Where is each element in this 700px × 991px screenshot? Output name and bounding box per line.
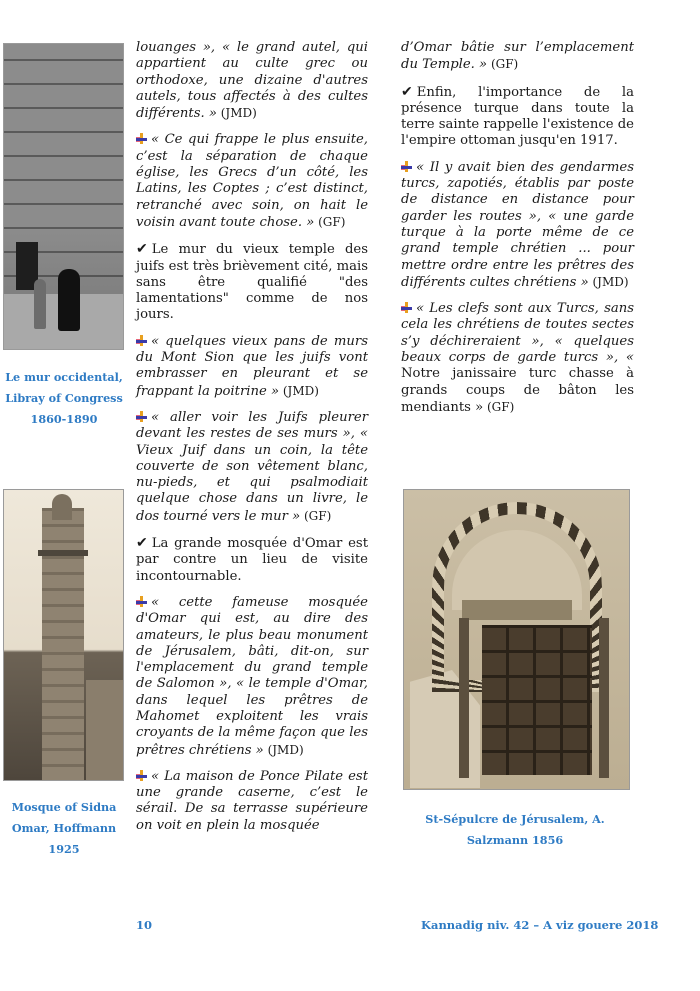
paragraph <box>401 160 634 291</box>
quote-text: « cette fameuse mosquée d'Omar qui est, au dire des amateurs, le plus beau monument de Jérusalem, bâti, dit-on, sur l'emplacement du grand temple de Salomon », « le temple d'Omar, dans lequel les prêtres de Mahomet exploitent les vrais croyants de la même façon que les prêtres chrétiens » <box>136 594 368 758</box>
photo-detail-minaret-top <box>52 494 72 520</box>
quote-text: d’Omar bâtie sur l’emplacement du Temple. » <box>401 40 634 73</box>
photo-detail-lintel <box>462 600 572 620</box>
photo-western-wall <box>3 43 124 350</box>
paragraph <box>136 132 368 231</box>
caption-st-sepulcre <box>395 809 635 851</box>
body-text: Le mur du vieux temple des juifs est très brièvement cité, mais sans être qualifié "des lamentations" comme de nos jours. <box>136 242 368 323</box>
publication-footer: Kannadig niv. 42 – A viz gouere 2018 <box>421 918 659 932</box>
paragraph <box>136 769 368 834</box>
paragraph <box>401 84 634 150</box>
checkmark-icon: ✔ <box>136 241 148 258</box>
checkmark-icon: ✔ <box>136 535 148 552</box>
text-column-right <box>401 40 634 426</box>
quote-source: (GF) <box>300 508 332 523</box>
quote-text: « La maison de Ponce Pilate est une grande caserne, c’est le sérail. De sa terrasse supérieure on voit en plein la mosquée <box>136 768 368 833</box>
text-column-middle <box>136 40 368 844</box>
paragraph <box>136 40 368 122</box>
body-text: Enfin, l'importance de la présence turque dans toute la terre sainte rappelle l'existence de l'empire ottoman jusqu'en 1917. <box>401 84 634 149</box>
bullet-cross-icon <box>136 411 147 422</box>
caption-line: Salzmann 1856 <box>466 833 564 847</box>
caption-mosque-sidna-omar <box>0 797 128 860</box>
quote-source: (JMD) <box>279 383 319 398</box>
quote-source: (GF) <box>314 214 346 229</box>
quote-source: (GF) <box>483 399 515 414</box>
quote-text: « Les clefs sont aux Turcs, sans cela les chrétiens de toutes sectes s’y déchireraient », « quelques beaux corps de garde turcs », « <box>401 301 634 366</box>
photo-detail-building <box>86 680 124 780</box>
photo-detail-door <box>482 625 592 775</box>
caption-line: Omar, Hoffmann <box>11 821 117 835</box>
caption-line: St-Sépulcre de Jérusalem, A. <box>425 812 605 826</box>
caption-western-wall <box>0 367 128 430</box>
photo-detail-figure <box>58 269 80 331</box>
photo-detail-column <box>459 618 469 778</box>
quote-source: (GF) <box>487 57 519 72</box>
caption-line: Le mur occidental, <box>5 370 123 384</box>
caption-line: 1925 <box>48 842 80 856</box>
paragraph <box>401 301 634 416</box>
quote-source: (JMD) <box>263 742 304 757</box>
photo-detail-column <box>599 618 609 778</box>
paragraph <box>401 40 634 74</box>
photo-detail-balcony <box>38 550 88 556</box>
quote-text: « Il y avait bien des gendarmes turcs, zapotiés, établis par poste de distance en distance pour garder les routes », « une garde turque à la porte même de ce grand temple chrétien ... pour mettre ordre entre les prêtres des différents cultes chrétiens » <box>401 159 634 290</box>
photo-detail-minaret <box>42 508 84 781</box>
bullet-cross-icon <box>136 770 147 781</box>
bullet-cross-icon <box>136 596 147 607</box>
quote-source: (JMD) <box>588 274 629 289</box>
quote-text: « aller voir les Juifs pleurer devant les restes de ses murs », « Vieux Juif dans un coin, la tête couverte de son vêtement blanc, nu-pieds, et qui psalmodiait quelque chose dans un livre, le dos tourné vers le mur » <box>136 409 368 524</box>
bullet-cross-icon <box>401 302 412 313</box>
quote-source: (JMD) <box>216 106 257 121</box>
paragraph <box>136 410 368 525</box>
paragraph <box>136 334 368 400</box>
bullet-cross-icon <box>136 335 147 346</box>
body-text: La grande mosquée d'Omar est par contre un lieu de visite incontournable. <box>136 536 368 584</box>
photo-st-sepulcre <box>403 489 630 790</box>
paragraph <box>136 595 368 759</box>
bullet-cross-icon <box>401 161 412 172</box>
paragraph <box>136 535 368 585</box>
page-number: 10 <box>136 918 153 932</box>
body-text: Notre janissaire turc chasse à grands coups de bâton les mendiants » <box>401 366 634 415</box>
quote-text: « quelques vieux pans de murs du Mont Sion que les juifs vont embrasser en pleurant et se frappant la poitrine » <box>136 333 368 399</box>
caption-line: Libray of Congress <box>5 391 123 405</box>
quote-text: louanges », « le grand autel, qui appartient au culte grec ou orthodoxe, une dizaine d'autres autels, tous affectés à des cultes différents. » <box>136 40 368 122</box>
bullet-cross-icon <box>136 133 147 144</box>
caption-line: 1860-1890 <box>30 412 98 426</box>
photo-mosque-sidna-omar <box>3 489 124 781</box>
caption-line: Mosque of Sidna <box>11 800 117 814</box>
photo-detail-figure <box>34 279 46 329</box>
checkmark-icon: ✔ <box>401 83 413 100</box>
quote-text: « Ce qui frappe le plus ensuite, c’est la séparation de chaque église, les Grecs d’un côté, les Latins, les Coptes ; c’est distinct, retranché avec soin, on hait le voisin avant toute chose. » <box>136 132 368 230</box>
paragraph <box>136 241 368 323</box>
